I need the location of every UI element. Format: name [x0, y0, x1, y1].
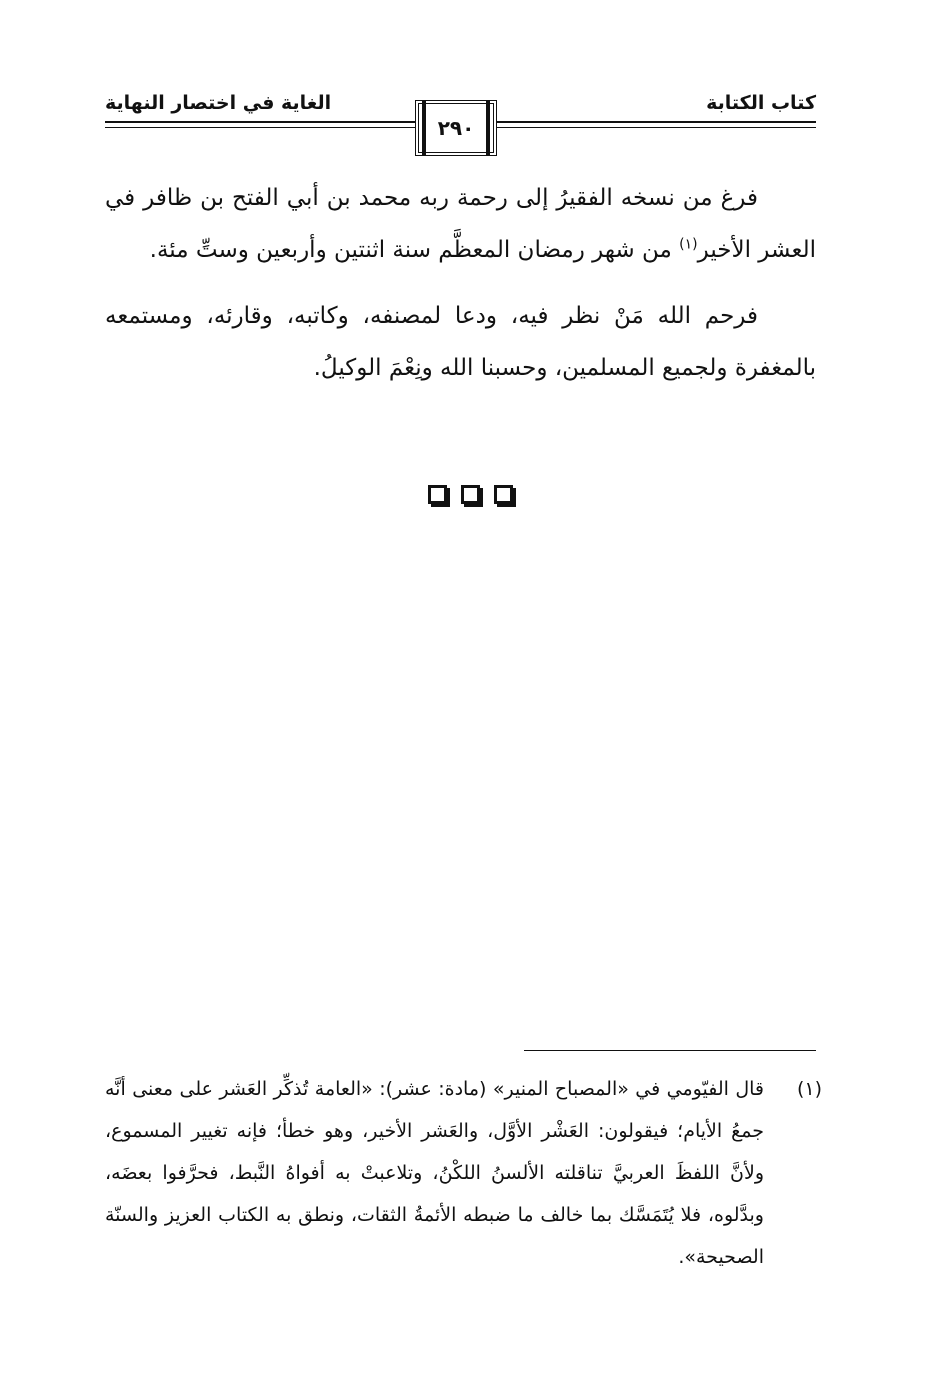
three-squares-ornament-icon: [0, 485, 944, 504]
colophon-text: فرغ من نسخه الفقيرُ إلى رحمة ربه محمد بن أبي الفتح بن ظافر في العشر الأخير: [105, 185, 816, 263]
footnote: [105, 1068, 822, 1278]
page-number-frame: [415, 100, 497, 156]
book-title: الغاية في اختصار النهاية: [105, 92, 332, 114]
colophon-paragraph: [105, 172, 816, 276]
main-text: [105, 172, 816, 408]
footnote-text: قال الفيّومي في «المصباح المنير» (مادة: عشر): «العامة تُذكِّر العَشر على معنى أنَّه جمعُ الأيام؛ فيقولون: العَشْر الأوَّل، والعَشر الأخير، وهو خطأ؛ فإنه تغيير المسموع، ولأنَّ اللفظَ العربيَّ تناقلته الألسنُ اللكْنُ، وتلاعبتْ به أفواهُ النَّبط، فحرَّفوا بعضَه، وبدَّلوه، فلا يُتَمَسَّك بما خالف ما ضبطه الأئمةُ الثقات، ونطق به الكتاب العزيز والسنّة الصحيحة».: [105, 1078, 764, 1268]
page-number: ٢٩٠: [437, 116, 475, 140]
footnote-marker: (١): [796, 1078, 822, 1100]
footnote-reference[interactable]: (١): [679, 236, 698, 253]
square-ornament-icon: [494, 485, 513, 504]
square-ornament-icon: [428, 485, 447, 504]
colophon-text-continued: من شهر رمضان المعظَّم سنة اثنتين وأربعين وستِّ مئة.: [149, 237, 680, 263]
prayer-paragraph: فرحم الله مَنْ نظر فيه، ودعا لمصنفه، وكاتبه، وقارئه، ومستمعه بالمغفرة ولجميع المسلمين، وحسبنا الله ونِعْمَ الوكيلُ.: [105, 303, 816, 381]
square-ornament-icon: [461, 485, 480, 504]
chapter-title: كتاب الكتابة: [706, 92, 816, 114]
footnote-divider: [524, 1050, 816, 1051]
